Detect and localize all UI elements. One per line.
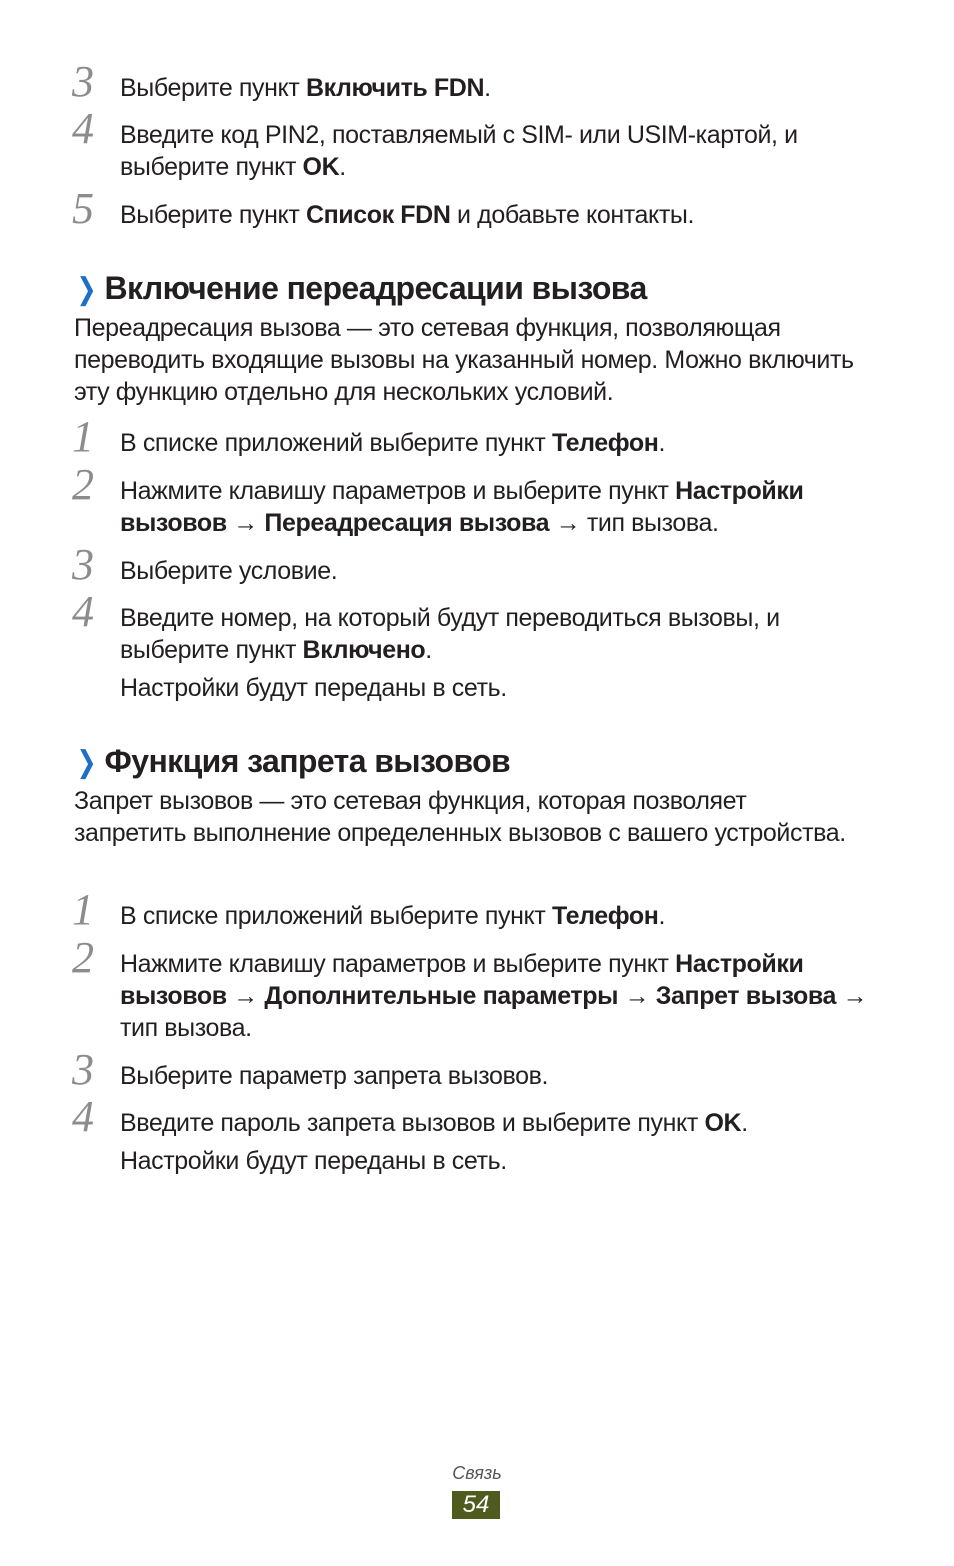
footer-section-name: Связь — [452, 1463, 502, 1483]
step-text: Выберите пункт Список FDN и добавьте контакты. — [120, 201, 695, 229]
step-number: 3 — [72, 57, 94, 106]
step-note: Настройки будут переданы в сеть. — [120, 674, 507, 702]
step-number: 3 — [72, 540, 94, 589]
step-text: Нажмите клавишу параметров и выберите пункт Настройки вызовов → Переадресация вызова → тип вызова. — [120, 477, 804, 537]
chevron-right-icon: ❯ — [76, 273, 97, 306]
step-number: 2 — [72, 460, 94, 509]
step-number: 1 — [72, 412, 94, 461]
step-number: 3 — [72, 1045, 94, 1094]
section-title: Функция запрета вызовов — [104, 743, 511, 779]
page-number-badge: 54 — [452, 1491, 500, 1519]
step-text: В списке приложений выберите пункт Телефон. — [120, 429, 665, 457]
step-text: Выберите пункт Включить FDN. — [120, 74, 491, 102]
step-number: 4 — [72, 104, 94, 153]
section-heading-call-barring — [74, 741, 894, 783]
section-heading-call-forwarding — [74, 268, 894, 310]
step-text: Выберите параметр запрета вызовов. — [120, 1062, 549, 1090]
step-number: 4 — [72, 1092, 94, 1141]
step-number: 1 — [72, 885, 94, 934]
step-text: Выберите условие. — [120, 557, 338, 585]
step-text: В списке приложений выберите пункт Телефон. — [120, 902, 665, 930]
section-intro: Переадресация вызова — это сетевая функция, позволяющая переводить входящие вызовы на указанный номер. Можно включить эту функцию отдельно для нескольких условий. — [74, 314, 854, 406]
step-text: Введите номер, на который будут переводиться вызовы, и выберите пункт Включено. — [120, 604, 780, 664]
chevron-right-icon: ❯ — [76, 746, 97, 779]
step-number: 4 — [72, 587, 94, 636]
section-title: Включение переадресации вызова — [104, 270, 647, 306]
step-text: Введите пароль запрета вызовов и выберите пункт OK. — [120, 1109, 748, 1137]
section-intro: Запрет вызовов — это сетевая функция, которая позволяет запретить выполнение определенных вызовов с вашего устройства. — [74, 787, 846, 847]
step-note: Настройки будут переданы в сеть. — [120, 1147, 507, 1175]
step-number: 2 — [72, 933, 94, 982]
step-text: Нажмите клавишу параметров и выберите пункт Настройки вызовов → Дополнительные параметры → Запрет вызова → тип вызова. — [120, 950, 868, 1042]
step-text: Введите код PIN2, поставляемый с SIM- или USIM-картой, и выберите пункт OK. — [120, 121, 798, 181]
step-number: 5 — [72, 184, 94, 233]
